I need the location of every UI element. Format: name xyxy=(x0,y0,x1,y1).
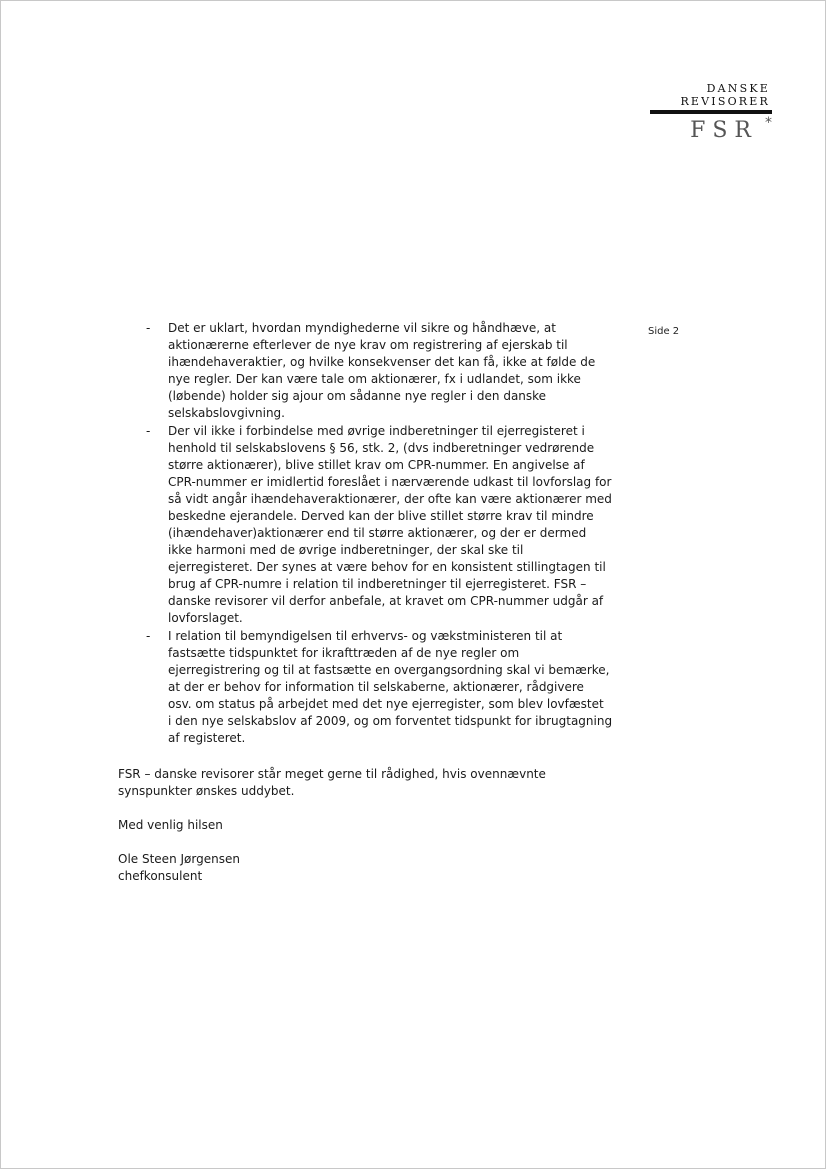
text-line: lovforslaget. xyxy=(168,611,243,625)
text-line: selskabslovgivning. xyxy=(168,406,285,420)
text-line: fastsætte tidspunktet for ikrafttræden af de nye regler om xyxy=(168,646,520,660)
bullet-dash: - xyxy=(146,629,151,643)
bullet-list xyxy=(146,320,616,747)
text-line: større aktionærer), blive stillet krav om CPR-nummer. En angivelse af xyxy=(168,458,585,472)
logo-mark-fsr: FSR xyxy=(690,118,758,143)
text-line: osv. om status på arbejdet med det nye ejerregister, som blev lovfæstet xyxy=(168,697,604,711)
text-line: af registeret. xyxy=(168,731,246,745)
text-line: ejerregisteret. Der synes at være behov for en konsistent stillingtagen til xyxy=(168,560,606,574)
signature-name: Ole Steen Jørgensen xyxy=(118,852,240,866)
text-line: beskedne ejerandele. Derved kan der blive stillet større krav til mindre xyxy=(168,509,594,523)
text-line: Det er uklart, hvordan myndighederne vil sikre og håndhæve, at xyxy=(168,321,556,335)
text-line: brug af CPR-numre i relation til indberetninger til ejerregisteret. FSR – xyxy=(168,577,587,591)
text-line: nye regler. Der kan være tale om aktionærer, fx i udlandet, som ikke xyxy=(168,372,581,386)
text-line: ikke harmoni med de øvrige indberetninger, der skal ske til xyxy=(168,543,524,557)
text-line: (løbende) holder sig ajour om sådanne nye regler i den danske xyxy=(168,389,547,403)
text-line: i den nye selskabslov af 2009, og om forventet tidspunkt for ibrugtagning xyxy=(168,714,613,728)
logo-text-revisorer: REVISORER xyxy=(680,95,770,108)
text-line: I relation til bemyndigelsen til erhvervs- og vækstministeren til at xyxy=(168,629,563,643)
logo-star-icon: * xyxy=(765,115,772,131)
text-line: synspunkter ønskes uddybet. xyxy=(118,784,295,798)
text-line: danske revisorer vil derfor anbefale, at kravet om CPR-nummer udgår af xyxy=(168,594,604,608)
text-line: at der er behov for information til selskaberne, aktionærer, rådgivere xyxy=(168,680,584,694)
text-line: så vidt angår ihændehaveraktionærer, der ofte kan være aktionærer med xyxy=(168,492,612,506)
text-line: CPR-nummer er imidlertid foreslået i nærværende udkast til lovforslag for xyxy=(168,475,612,489)
page-number: Side 2 xyxy=(648,326,680,337)
bullet-item xyxy=(146,628,616,747)
bullet-item xyxy=(146,423,616,627)
text-line: ihændehaveraktier, og hvilke konsekvenser det kan få, ikke at følde de xyxy=(168,355,596,369)
text-line: aktionærerne efterlever de nye krav om registrering af ejerskab til xyxy=(168,338,568,352)
text-line: FSR – danske revisorer står meget gerne til rådighed, hvis ovennævnte xyxy=(118,767,546,781)
text-line: ejerregistrering og til at fastsætte en overgangsordning skal vi bemærke, xyxy=(168,663,610,677)
closing-paragraph xyxy=(118,766,598,800)
signature-block xyxy=(118,851,598,885)
signature-title: chefkonsulent xyxy=(118,869,203,883)
bullet-dash: - xyxy=(146,321,151,335)
text-line: (ihændehaver)aktionærer end til større aktionærer, og der er dermed xyxy=(168,526,587,540)
greeting: Med venlig hilsen xyxy=(118,818,223,832)
fsr-logo xyxy=(648,82,772,144)
logo-bar xyxy=(650,110,772,114)
text-line: henhold til selskabslovens § 56, stk. 2, (dvs indberetninger vedrørende xyxy=(168,441,595,455)
logo-text-danske: DANSKE xyxy=(706,82,770,95)
bullet-item xyxy=(146,320,616,422)
text-line: Der vil ikke i forbindelse med øvrige indberetninger til ejerregisteret i xyxy=(168,424,585,438)
bullet-dash: - xyxy=(146,424,151,438)
